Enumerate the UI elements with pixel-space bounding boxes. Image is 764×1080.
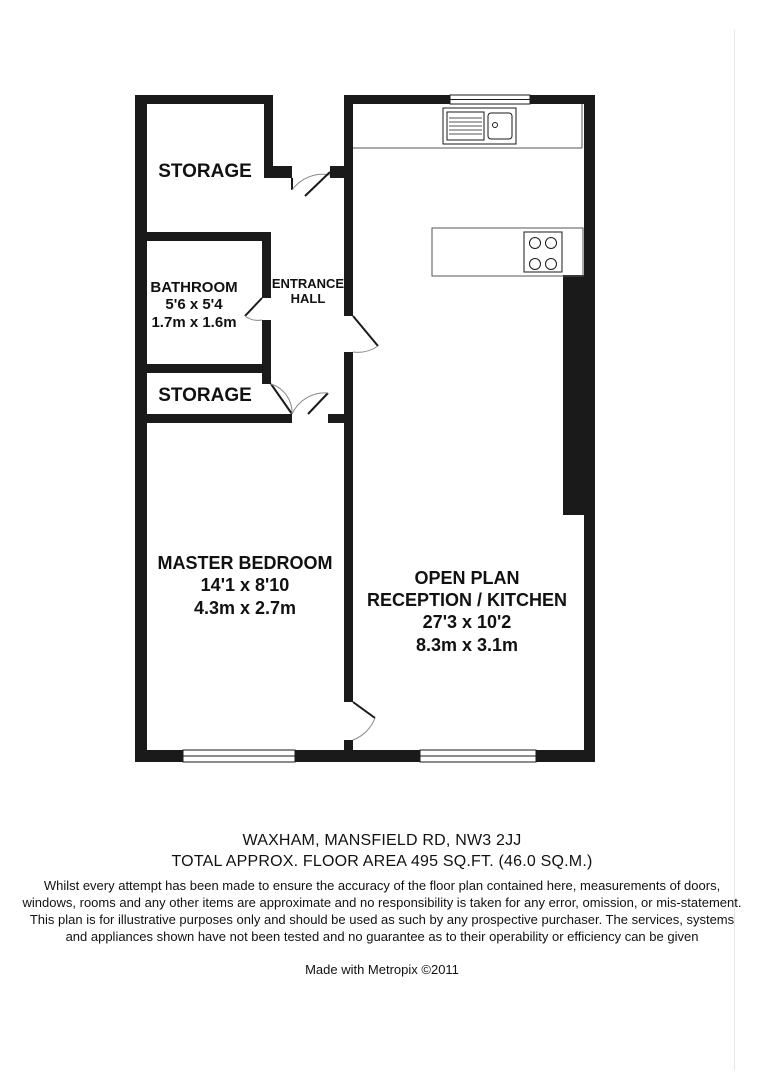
door-reception: [353, 702, 375, 740]
wall-central-top: [344, 95, 353, 175]
bathroom-imperial: 5'6 x 5'4: [165, 296, 223, 313]
sink-basin: [488, 113, 512, 139]
master-bedroom-name: MASTER BEDROOM: [157, 553, 333, 573]
hob-ring: [530, 238, 541, 249]
hob-ring: [530, 259, 541, 270]
entrance-hall-line2: HALL: [290, 291, 326, 306]
kitchen-fixtures: [353, 104, 583, 276]
wall-bathroom-right-upper: [262, 232, 271, 298]
entrance-hall-line1: ENTRANCE: [271, 276, 345, 291]
door-storage-top: [292, 172, 330, 196]
wall-bathroom-bottom: [135, 364, 271, 373]
windows: [183, 95, 536, 762]
door-entrance: [353, 316, 378, 352]
wall-central-bottom: [344, 740, 353, 762]
storage-mid-label: STORAGE: [158, 385, 252, 406]
door-storage-mid: [271, 384, 292, 414]
kitchen-island: [432, 228, 583, 276]
wall-central-lower: [344, 352, 353, 702]
open-plan-metric: 8.3m x 3.1m: [415, 635, 519, 655]
total-floor-area: TOTAL APPROX. FLOOR AREA 495 SQ.FT. (46.0 SQ.M.): [171, 853, 593, 870]
wall-right-outer: [584, 95, 595, 762]
open-plan-line1: OPEN PLAN: [414, 568, 520, 588]
wardrobe-strip: [563, 275, 585, 515]
metropix-credit: Made with Metropix ©2011: [305, 962, 459, 977]
door-bathroom: [245, 298, 262, 320]
master-bedroom-metric: 4.3m x 2.7m: [193, 598, 297, 618]
wall-storage-top-right: [264, 95, 273, 178]
open-plan-imperial: 27'3 x 10'2: [422, 612, 512, 632]
walls: [135, 95, 595, 762]
wall-storage-top-stub: [264, 166, 292, 178]
wall-left-outer: [135, 95, 147, 762]
hob-ring: [546, 259, 557, 270]
disclaimer-text: Whilst every attempt has been made to ensure the accuracy of the floor plan contained here, measurements of doors, windows, rooms and any other items are approximate and no responsibility is taken for any error, omission, or mis-statement. This plan is for illustrative purposes only and should be used as such by any prospective purchaser. The services, systems and appliances shown have not been tested and no guarantee as to their operability or efficiency can be given: [22, 878, 742, 944]
wall-bathroom-top: [135, 232, 271, 241]
wall-left-top: [135, 95, 273, 104]
hob-ring: [546, 238, 557, 249]
storage-top-label: STORAGE: [158, 161, 252, 182]
open-plan-line2: RECEPTION / KITCHEN: [366, 590, 568, 610]
property-address: WAXHAM, MANSFIELD RD, NW3 2JJ: [242, 832, 522, 849]
bathroom-metric: 1.7m x 1.6m: [151, 314, 237, 331]
bathroom-name: BATHROOM: [150, 279, 238, 296]
wall-storage-mid-right: [262, 364, 271, 384]
wall-storage-mid-bottom: [135, 414, 292, 423]
door-bedroom: [292, 393, 328, 414]
wall-bathroom-right-lower: [262, 320, 271, 366]
master-bedroom-imperial: 14'1 x 8'10: [200, 575, 290, 595]
wall-central-middle: [344, 176, 353, 316]
